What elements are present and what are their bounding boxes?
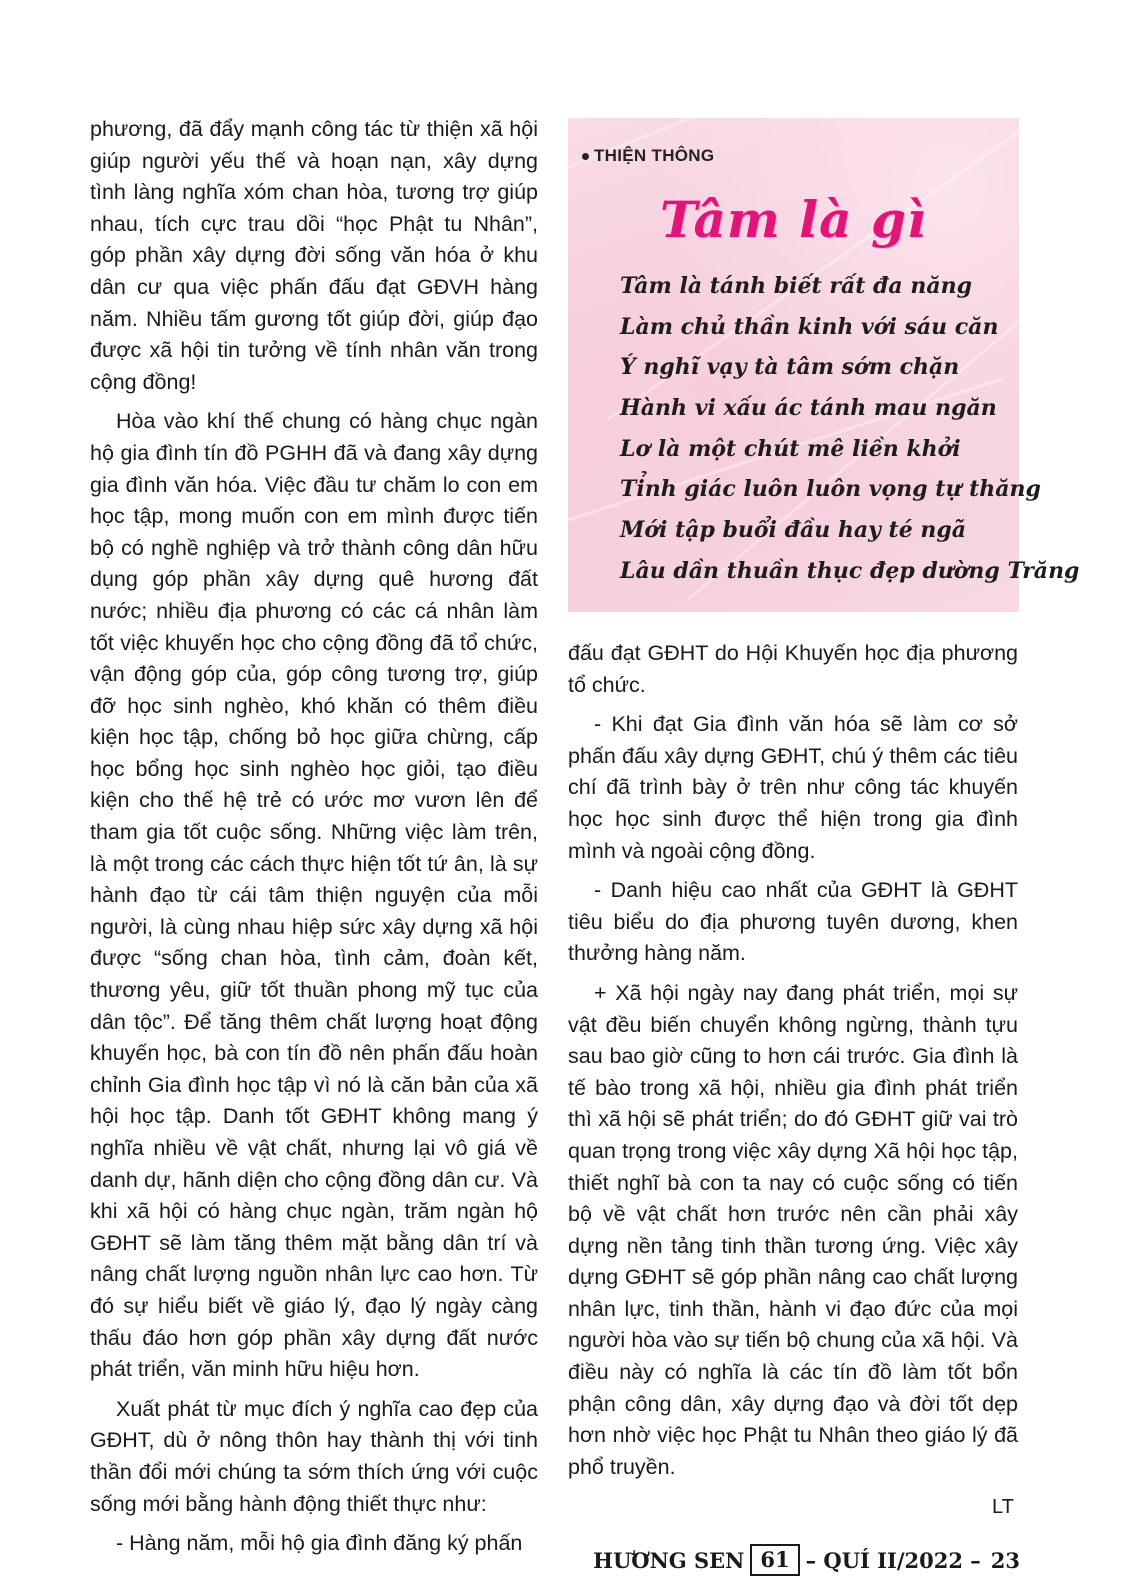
poem-line: Mới tập buổi đầu hay té ngã [620,517,967,544]
paragraph: - Hàng năm, mỗi hộ gia đình đăng ký phấn [116,1531,523,1556]
poem-line: Ý nghĩ vạy tà tâm sớm chặn [620,354,960,381]
poem-line: Tỉnh giác luôn luôn vọng tự thăng [620,476,1041,503]
paragraph: phương, đã đẩy mạnh công tác từ thiện xã hội giúp người yếu thế và hoạn nạn, xây dựng tình làng nghĩa xóm chan hòa, tương trợ giúp nhau, tích cực trau dồi “học Phật tu Nhân”, góp phần xây dựng đời sống văn hóa ở khu dân cư qua việc phấn đấu đạt GĐVH hàng năm. Nhiều tấm gương tốt giúp đời, giúp đạo được xã hội tin tưởng về tính nhân văn trong cộng đồng! [90,117,538,394]
issue-period: – QUÍ II/2022 – [805,1547,981,1573]
bullet-icon [582,153,589,160]
paragraph: + Xã hội ngày nay đang phát triển, mọi sự vật đều biến chuyển không ngừng, thành tựu sau bao giờ cũng to hơn cái trước. Gia đình là tế bào trong xã hội, nhiều gia đình phát triển thì xã hội sẽ phát triển; do đó GĐHT giữ vai trò quan trọng trong việc xây dựng Xã hội học tập, thiết nghĩ bà con ta nay có cuộc sống có tiến bộ về vật chất hơn trước nên cần phải xây dựng nền tảng tinh thần tương ứng. Việc xây dựng GĐHT sẽ góp phần nâng cao chất lượng nhân lực, tinh thần, hành vi đạo đức của mọi người hòa vào sự tiến bộ chung của xã hội. Và điều này có nghĩa là các tín đồ làm tốt bổn phận công dân, xây dựng đạo và đời tốt dẹp hơn nhờ việc học Phật tu Nhân theo giáo lý đã phổ truyền. [568,980,1018,1479]
page-footer [590,1542,1020,1578]
magazine-name: HƯƠNG SEN [593,1547,745,1573]
paragraph: đấu đạt GĐHT do Hội Khuyến học địa phương tổ chức. [568,641,1018,697]
paragraph: - Danh hiệu cao nhất của GĐHT là GĐHT tiêu biểu do địa phương tuyên dương, khen thưởng hàng năm. [568,878,1018,966]
author-signature: LT [992,1496,1014,1518]
poem-author-name: THIỆN THÔNG [594,146,715,165]
article-left-column [90,114,538,1568]
poem-lines [620,266,1079,592]
poem-line: Lâu dần thuần thục đẹp dường Trăng [620,557,1080,584]
poem-line: Tâm là tánh biết rất đa năng [620,273,972,299]
article-right-column [568,638,1018,1491]
paragraph: Hòa vào khí thế chung có hàng chục ngàn hộ gia đình tín đồ PGHH đã và đang xây dựng gia đình văn hóa. Việc đầu tư chăm lo con em học tập, mong muốn con em mình được tiến bộ có nghề nghiệp và trở thành công dân hữu dụng góp phần xây dựng quê hương đất nước; nhiều địa phương có các cá nhân làm tốt việc khuyến học cho cộng đồng đã tổ chức, vận động góp của, góp công tương trợ, giúp đỡ học sinh nghèo, khó khăn có thêm điều kiện học tập, chống bỏ học giữa chừng, cấp học bổng học sinh nghèo học giỏi, tạo điều kiện cho thế hệ trẻ có ước mơ vươn lên để tham gia tốt cuộc sống. Những việc làm trên, là một trong các cách thực hiện tốt tứ ân, là sự hành đạo từ cái tâm thiện nguyện của mỗi người, là cùng nhau hiệp sức xây dựng xã hội được “sống chan hòa, tình cảm, đoàn kết, thương yêu, giữ tốt thuần phong mỹ tục của dân tộc”. Để tăng thêm chất lượng hoạt động khuyến học, bà con tín đồ nên phấn đấu hoàn chỉnh Gia đình học tập vì nó là căn bản của xã hội học tập. Danh tốt GĐHT không mang ý nghĩa nhiều về vật chất, nhưng lại vô giá về danh dự, hãnh diện cho cộng đồng dân cư. Và khi xã hội có hàng chục ngàn, trăm ngàn hộ GĐHT sẽ làm tăng thêm mặt bằng dân trí và nâng chất lượng nguồn nhân lực cao hơn. Từ đó sự hiểu biết về giáo lý, đạo lý ngày càng thấu đáo hơn góp phần xây dựng đất nước phát triển, văn minh hữu hiệu hơn. [90,409,538,1382]
poem-title: Tâm là gì [660,190,927,249]
poem-author [582,146,714,166]
page-number: 23 [990,1547,1020,1573]
paragraph: Xuất phát từ mục đích ý nghĩa cao đẹp của GĐHT, dù ở nông thôn hay thành thị với tinh thần đổi mới chúng ta sớm thích ứng với cuộc sống mới bằng hành động thiết thực như: [90,1396,538,1516]
poem-line: Hành vi xấu ác tánh mau ngăn [620,395,997,422]
issue-number: 61 [750,1544,799,1576]
paragraph: - Khi đạt Gia đình văn hóa sẽ làm cơ sở phấn đấu xây dựng GĐHT, chú ý thêm các tiêu chí đã trình bày ở trên như công tác khuyến học học sinh được thể hiện trong gia đình mình và ngoài cộng đồng. [568,712,1018,863]
poem-box [568,118,1080,612]
poem-line: Lơ là một chút mê liền khởi [620,435,961,462]
poem-line: Làm chủ thần kinh với sáu căn [620,313,999,340]
